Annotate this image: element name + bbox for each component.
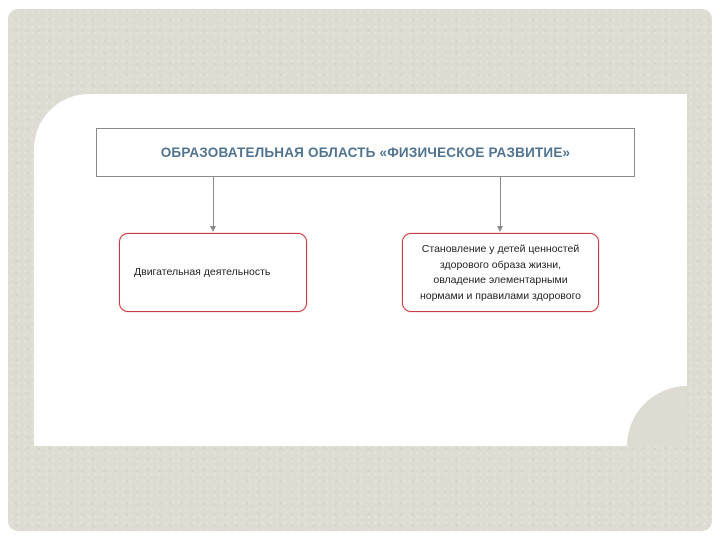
connector-left xyxy=(213,177,214,227)
node-motor-activity xyxy=(119,233,307,312)
diagram-title: ОБРАЗОВАТЕЛЬНАЯ ОБЛАСТЬ «ФИЗИЧЕСКОЕ РАЗВИТИЕ» xyxy=(160,145,571,160)
arrow-head-left xyxy=(210,226,216,232)
arrow-head-right xyxy=(497,226,503,232)
title-box xyxy=(96,128,635,177)
node-healthy-lifestyle-line: здорового образа жизни, xyxy=(439,258,562,271)
node-healthy-lifestyle-line: Становление у детей ценностей xyxy=(421,243,580,255)
node-motor-activity-label: Двигательная деятельность xyxy=(134,266,271,278)
node-healthy-lifestyle xyxy=(402,233,599,312)
connector-right xyxy=(500,177,501,227)
node-healthy-lifestyle-line: овладение элементарными xyxy=(433,274,568,286)
node-healthy-lifestyle-line: нормами и правилами здорового xyxy=(419,289,582,302)
